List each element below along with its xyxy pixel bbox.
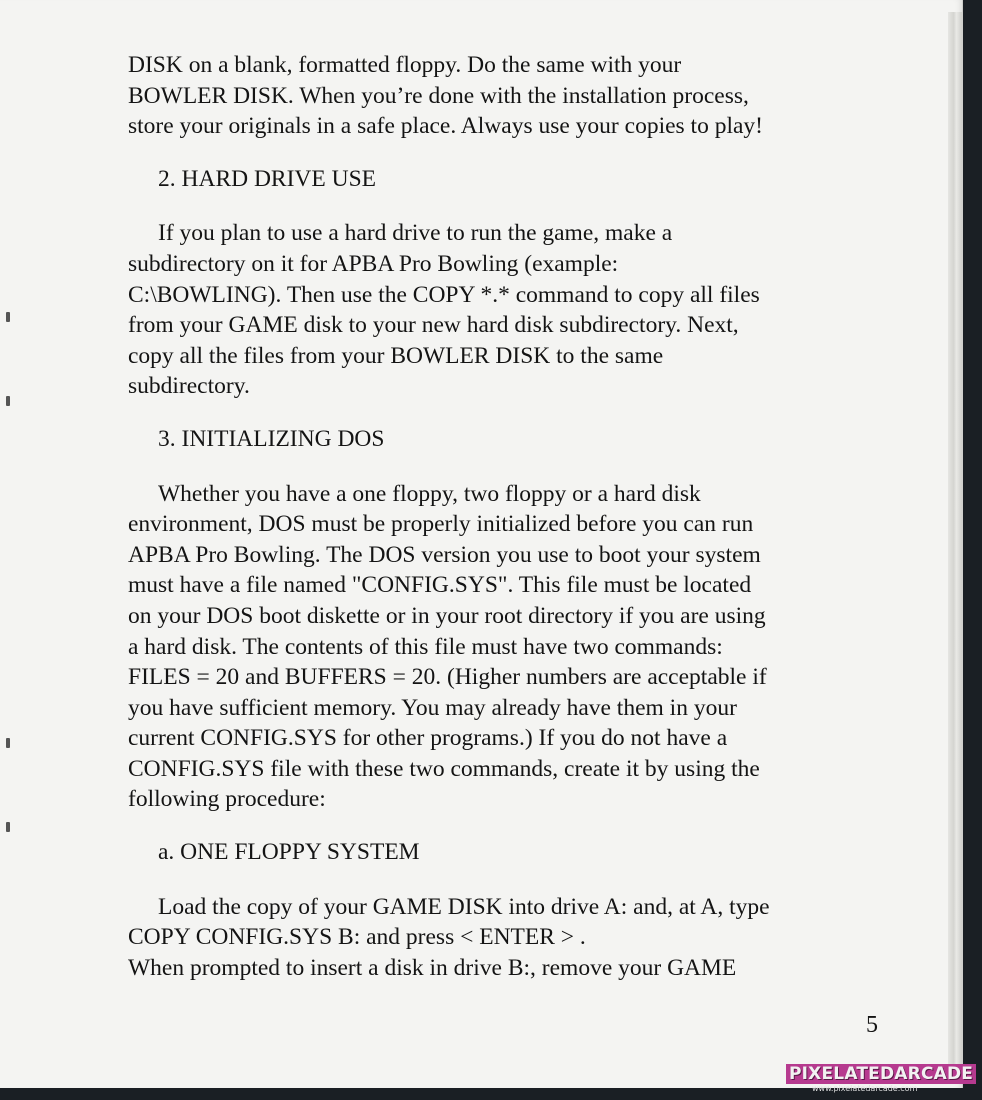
binding-mark — [6, 738, 10, 748]
watermark — [786, 1064, 978, 1094]
binding-mark — [6, 822, 10, 832]
text-line: you have sufficient memory. You may already have them in your — [128, 694, 737, 721]
text-line: COPY CONFIG.SYS B: and press < ENTER > . — [128, 924, 586, 951]
watermark-logo: PIXELATEDARCADE — [786, 1064, 976, 1084]
text-line: on your DOS boot diskette or in your root directory if you are using — [128, 602, 766, 629]
text-line: following procedure: — [128, 786, 326, 813]
text-line: copy all the files from your BOWLER DISK to the same — [128, 342, 664, 369]
text-line: C:\BOWLING). Then use the COPY *.* command to copy all files — [128, 281, 760, 308]
text-line: a hard disk. The contents of this file must have two commands: — [128, 633, 723, 660]
text-line: If you plan to use a hard drive to run the game, make a — [158, 220, 673, 247]
binding-mark — [6, 396, 10, 406]
text-line: from your GAME disk to your new hard disk subdirectory. Next, — [128, 312, 739, 339]
text-line: must have a file named "CONFIG.SYS". This file must be located — [128, 572, 752, 599]
text-line: When prompted to insert a disk in drive B:, remove your GAME — [128, 954, 737, 981]
text-line: subdirectory. — [128, 373, 250, 400]
text-line: FILES = 20 and BUFFERS = 20. (Higher numbers are acceptable if — [128, 664, 767, 691]
page-body — [128, 50, 828, 983]
text-line: DISK on a blank, formatted floppy. Do the same with your — [128, 52, 682, 78]
one-floppy-paragraph — [128, 892, 828, 984]
text-line: environment, DOS must be properly initialized before you can run — [128, 511, 754, 538]
section-heading-hard-drive: 2. HARD DRIVE USE — [158, 165, 377, 192]
binding-mark — [6, 312, 10, 322]
page-edge — [948, 12, 962, 1074]
initializing-dos-paragraph — [128, 479, 828, 816]
text-line: APBA Pro Bowling. The DOS version you use to boot your system — [128, 541, 761, 568]
intro-paragraph — [128, 50, 828, 142]
text-line: subdirectory on it for APBA Pro Bowling (example: — [128, 250, 619, 277]
text-line: store your originals in a safe place. Always use your copies to play! — [128, 113, 763, 140]
watermark-url: www.pixelatedarcade.com — [812, 1084, 918, 1093]
text-line: CONFIG.SYS file with these two commands, create it by using the — [128, 755, 760, 782]
section-heading-initializing-dos: 3. INITIALIZING DOS — [158, 425, 385, 452]
text-line: current CONFIG.SYS for other programs.) If you do not have a — [128, 725, 728, 752]
text-line: BOWLER DISK. When you’re done with the installation process, — [128, 82, 749, 109]
text-line: Whether you have a one floppy, two floppy or a hard disk — [158, 480, 701, 507]
hard-drive-paragraph — [128, 218, 828, 402]
text-line: Load the copy of your GAME DISK into drive A: and, at A, type — [158, 893, 770, 920]
subsection-heading-one-floppy: a. ONE FLOPPY SYSTEM — [158, 839, 420, 866]
page-number: 5 — [866, 1012, 878, 1038]
